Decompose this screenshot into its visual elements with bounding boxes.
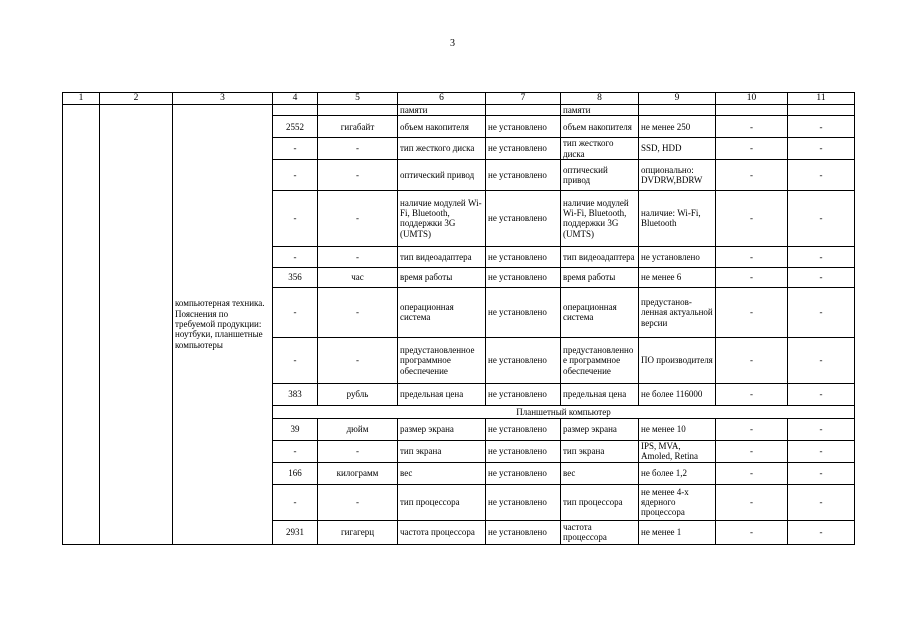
cell-unit: -: [318, 138, 398, 160]
cell-code: -: [273, 190, 318, 246]
column-number: 6: [398, 93, 486, 105]
cell-value: не менее 10: [639, 418, 716, 440]
cell-requirement: не установлено: [486, 462, 561, 484]
cell-col10: -: [716, 462, 788, 484]
cell-characteristic: тип процессора: [398, 484, 486, 520]
cell-col11: -: [788, 520, 855, 544]
cell-code: -: [273, 287, 318, 337]
cell-col10: -: [716, 246, 788, 267]
cell-col11: -: [788, 418, 855, 440]
cell-col11: -: [788, 116, 855, 138]
cell-value: не менее 1: [639, 520, 716, 544]
cell-col11: -: [788, 462, 855, 484]
cell-characteristic: размер экрана: [398, 418, 486, 440]
cell-unit: -: [318, 190, 398, 246]
cell-value: не установлено: [639, 246, 716, 267]
cell-characteristic: вес: [398, 462, 486, 484]
cell-characteristic: объем накопителя: [398, 116, 486, 138]
cell-col10: -: [716, 267, 788, 287]
cell-characteristic: время работы: [398, 267, 486, 287]
cell-col10: -: [716, 190, 788, 246]
cell-characteristic: частота процессора: [398, 520, 486, 544]
cell-col10: -: [716, 418, 788, 440]
cell-value: не более 116000: [639, 383, 716, 405]
cell-characteristic-value: операционная система: [561, 287, 639, 337]
column-number: 3: [173, 93, 273, 105]
cell-code: -: [273, 159, 318, 190]
cell-characteristic-value: размер экрана: [561, 418, 639, 440]
cell-col10: -: [716, 520, 788, 544]
section-title: Планшетный компьютер: [273, 405, 855, 418]
cell-col10: -: [716, 138, 788, 160]
cell-value: не более 1,2: [639, 462, 716, 484]
cell-code: 383: [273, 383, 318, 405]
column-number: 8: [561, 93, 639, 105]
cell-value: не менее 4-х ядерного процессора: [639, 484, 716, 520]
cell-code: -: [273, 138, 318, 160]
cell-characteristic-value: частота процессора: [561, 520, 639, 544]
cell-requirement: не установлено: [486, 116, 561, 138]
column-number: 4: [273, 93, 318, 105]
cell-characteristic: предустановленное программное обеспечение: [398, 337, 486, 383]
cell-characteristic-value: тип жесткого диска: [561, 138, 639, 160]
cell-code: 39: [273, 418, 318, 440]
cell-characteristic-value: время работы: [561, 267, 639, 287]
cell-characteristic: оптический привод: [398, 159, 486, 190]
cell-characteristic: тип экрана: [398, 440, 486, 462]
cell-requirement: не установлено: [486, 190, 561, 246]
cell-characteristic-value: тип видеоадаптера: [561, 246, 639, 267]
cell-col11: -: [788, 190, 855, 246]
cell-col11: -: [788, 159, 855, 190]
cell-requirement: не установлено: [486, 337, 561, 383]
cell-unit: гигагерц: [318, 520, 398, 544]
cell-characteristic-value: тип процессора: [561, 484, 639, 520]
cell-requirement: не установлено: [486, 484, 561, 520]
column-number: 10: [716, 93, 788, 105]
cell-characteristic-value: объем накопителя: [561, 116, 639, 138]
cell-value: не менее 6: [639, 267, 716, 287]
cell-col10: -: [716, 116, 788, 138]
cell-requirement: не установлено: [486, 520, 561, 544]
cell-col10: -: [716, 287, 788, 337]
cell-unit: -: [318, 159, 398, 190]
cell-requirement: не установлено: [486, 246, 561, 267]
cell-unit: -: [318, 246, 398, 267]
cell-col11: -: [788, 484, 855, 520]
specification-table: [62, 92, 855, 545]
cell-characteristic-value: наличие модулей Wi-Fi, Bluetooth, поддержки 3G (UMTS): [561, 190, 639, 246]
cell-col11: -: [788, 383, 855, 405]
cell-col11: -: [788, 337, 855, 383]
cell-code: -: [273, 484, 318, 520]
table-row: [63, 104, 855, 115]
column-number: 1: [63, 93, 100, 105]
cell-characteristic-value: вес: [561, 462, 639, 484]
cell-characteristic-value: предустановленное программное обеспечение: [561, 337, 639, 383]
cell-col11: -: [788, 440, 855, 462]
cell-value: опционально: DVDRW,BDRW: [639, 159, 716, 190]
column-number: 11: [788, 93, 855, 105]
cell-unit: -: [318, 484, 398, 520]
cell-characteristic-value: тип экрана: [561, 440, 639, 462]
cell-value: IPS, MVA, Amoled, Retina: [639, 440, 716, 462]
page-number: 3: [450, 38, 455, 49]
cell-value: не менее 250: [639, 116, 716, 138]
column-number: 2: [100, 93, 173, 105]
column-2-cell: [100, 104, 173, 544]
cell-code: -: [273, 440, 318, 462]
cell-code: -: [273, 246, 318, 267]
cell-col11: -: [788, 287, 855, 337]
cell-code: 2552: [273, 116, 318, 138]
cell-requirement: не установлено: [486, 418, 561, 440]
cell-characteristic: памяти: [561, 104, 639, 115]
cell-code: 2931: [273, 520, 318, 544]
cell-unit: гигабайт: [318, 116, 398, 138]
cell-characteristic: наличие модулей Wi-Fi, Bluetooth, поддержки 3G (UMTS): [398, 190, 486, 246]
cell-unit: рубль: [318, 383, 398, 405]
cell-col11: -: [788, 138, 855, 160]
cell-requirement: не установлено: [486, 159, 561, 190]
cell-col10: -: [716, 337, 788, 383]
cell-col10: -: [716, 440, 788, 462]
column-1-cell: [63, 104, 100, 544]
cell-code: -: [273, 337, 318, 383]
cell-unit: час: [318, 267, 398, 287]
column-number: 5: [318, 93, 398, 105]
cell-col10: -: [716, 383, 788, 405]
cell-characteristic: операционная система: [398, 287, 486, 337]
cell-unit: -: [318, 287, 398, 337]
cell-value: SSD, HDD: [639, 138, 716, 160]
cell-value: ПО производителя: [639, 337, 716, 383]
column-number-row: [63, 93, 855, 105]
cell-requirement: не установлено: [486, 138, 561, 160]
cell-characteristic-value: оптический привод: [561, 159, 639, 190]
cell-unit: килограмм: [318, 462, 398, 484]
cell-requirement: не установлено: [486, 440, 561, 462]
product-description: компьютерная техника. Пояснения по требуемой продукции: ноутбуки, планшетные компьютеры: [173, 104, 273, 544]
cell-unit: -: [318, 337, 398, 383]
cell-col10: -: [716, 159, 788, 190]
cell-requirement: не установлено: [486, 267, 561, 287]
cell-unit: дюйм: [318, 418, 398, 440]
cell-characteristic: тип видеоадаптера: [398, 246, 486, 267]
column-number: 9: [639, 93, 716, 105]
cell-col11: -: [788, 246, 855, 267]
cell-requirement: не установлено: [486, 383, 561, 405]
cell-characteristic-value: предельная цена: [561, 383, 639, 405]
cell-characteristic: тип жесткого диска: [398, 138, 486, 160]
cell-characteristic: памяти: [398, 104, 486, 115]
cell-code: 166: [273, 462, 318, 484]
cell-requirement: не установлено: [486, 287, 561, 337]
cell-value: наличие: Wi-Fi, Bluetooth: [639, 190, 716, 246]
cell-code: 356: [273, 267, 318, 287]
cell-col11: -: [788, 267, 855, 287]
column-number: 7: [486, 93, 561, 105]
cell-value: предустанов-ленная актуальной версии: [639, 287, 716, 337]
cell-characteristic: предельная цена: [398, 383, 486, 405]
cell-unit: -: [318, 440, 398, 462]
cell-col10: -: [716, 484, 788, 520]
